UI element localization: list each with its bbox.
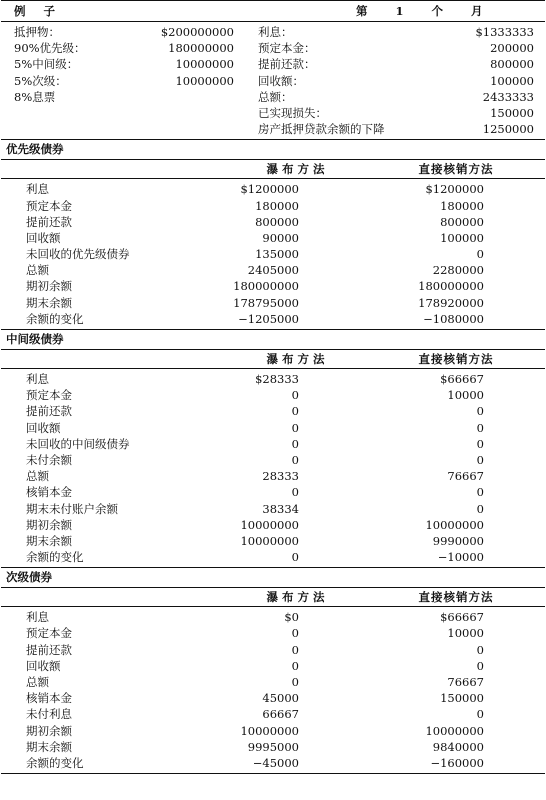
waterfall-value: 10000000 [240, 517, 299, 532]
waterfall-value: 0 [291, 658, 299, 673]
row-label: 提前还款 [26, 642, 72, 657]
example-right-row [240, 121, 546, 137]
row-label: 提前还款 [26, 404, 72, 419]
table-row [0, 181, 546, 197]
waterfall-value: 0 [291, 642, 299, 657]
writedown-value: 10000 [447, 388, 484, 403]
table-row [0, 295, 546, 311]
example-header-right: 第 1 个 月 [356, 4, 495, 18]
table-row [0, 658, 546, 674]
writedown-value: 0 [476, 247, 484, 262]
waterfall-value: 135000 [255, 247, 299, 262]
row-label: 期末余额 [26, 295, 72, 310]
table-row [0, 609, 546, 625]
writedown-value: 76667 [447, 469, 484, 484]
table-row [0, 484, 546, 500]
writedown-value: 0 [476, 707, 484, 722]
table-row [0, 403, 546, 419]
row-label: 余额的变化 [26, 311, 84, 326]
writedown-value: 76667 [447, 675, 484, 689]
row-label: 预定本金 [26, 388, 72, 403]
writedown-value: 2280000 [432, 263, 484, 278]
column-header [0, 588, 546, 606]
table-row [0, 468, 546, 484]
waterfall-value: 0 [291, 485, 299, 500]
writedown-value: 180000000 [418, 279, 484, 294]
section-title-mezzanine: 中间级债券 [6, 332, 64, 346]
table-row [0, 436, 546, 452]
row-label: 未回收的优先级债券 [26, 247, 130, 262]
row-label: 总额 [26, 263, 49, 278]
column-header [0, 350, 546, 368]
example-right-label: 利息： [258, 25, 293, 39]
example-left-value: 10000000 [175, 57, 234, 72]
row-label: 期初余额 [26, 723, 72, 738]
example-right-row [240, 24, 546, 40]
example-header [0, 1, 546, 21]
writedown-value: −1080000 [423, 311, 484, 326]
waterfall-value: 0 [291, 675, 299, 689]
writedown-value: 180000 [440, 198, 484, 213]
row-label: 回收额 [26, 658, 61, 673]
example-right-row [240, 73, 546, 89]
writedown-value: 10000000 [425, 723, 484, 738]
writedown-value: 10000000 [425, 517, 484, 532]
column-header-writedown: 直接核销方法 [418, 352, 494, 366]
row-label: 总额 [26, 675, 49, 689]
section-title-subordinate: 次级债券 [6, 570, 52, 585]
table-row [0, 230, 546, 246]
example-left-value: 180000000 [168, 41, 234, 56]
waterfall-value: 9995000 [247, 739, 299, 754]
example-right-row [240, 40, 546, 56]
example-left-row [0, 89, 240, 105]
example-left-row [0, 40, 240, 56]
row-label: 未回收的中间级债券 [26, 436, 130, 451]
table-row [0, 723, 546, 739]
table-row [0, 674, 546, 690]
row-label: 期末未付账户余额 [26, 501, 118, 516]
writedown-value: $66667 [440, 372, 484, 386]
row-label: 提前还款 [26, 214, 72, 229]
waterfall-value: 0 [291, 626, 299, 641]
row-label: 预定本金 [26, 198, 72, 213]
column-header-waterfall: 瀑布方法 [266, 352, 329, 366]
writedown-value: $66667 [440, 610, 484, 625]
row-label: 回收额 [26, 420, 61, 435]
row-label: 期初余额 [26, 279, 72, 294]
example-right-value: 800000 [490, 57, 534, 72]
example-header-left: 例子 [14, 4, 73, 18]
table-row [0, 706, 546, 722]
column-header-writedown: 直接核销方法 [418, 162, 494, 177]
writedown-value: 0 [476, 642, 484, 657]
waterfall-value: 178795000 [233, 295, 299, 310]
writedown-value: 0 [476, 501, 484, 516]
writedown-value: 0 [476, 485, 484, 500]
column-header-waterfall: 瀑布方法 [266, 162, 329, 177]
table-row [0, 501, 546, 517]
example-left-row [0, 56, 240, 72]
example-right-label: 回收额： [258, 73, 304, 88]
waterfall-value: 28333 [262, 469, 299, 484]
table-row [0, 371, 546, 387]
table-row [0, 625, 546, 641]
waterfall-value: 0 [291, 550, 299, 565]
example-left-label: 90%优先级： [14, 41, 86, 56]
example-left-value [134, 89, 234, 105]
row-label: 利息 [26, 610, 49, 625]
waterfall-value: −1205000 [238, 311, 299, 326]
example-right-value: 150000 [490, 105, 534, 120]
waterfall-value: 45000 [262, 691, 299, 706]
waterfall-value: 10000000 [240, 533, 299, 548]
row-label: 利息 [26, 372, 49, 386]
writedown-value: 178920000 [418, 295, 484, 310]
table-row [0, 246, 546, 262]
section-body-mezzanine [0, 369, 546, 567]
example-left-value: $200000000 [160, 25, 234, 39]
example-right-value: 200000 [490, 41, 534, 56]
waterfall-value: $0 [284, 610, 299, 625]
waterfall-value: 90000 [262, 230, 299, 245]
waterfall-value: 0 [291, 388, 299, 403]
section-body-senior [0, 179, 546, 329]
writedown-value: 0 [476, 404, 484, 419]
row-label: 利息 [26, 182, 49, 197]
writedown-value: 800000 [440, 214, 484, 229]
table-row [0, 533, 546, 549]
waterfall-value: 38334 [262, 501, 299, 516]
bottom-rule [1, 773, 545, 774]
example-right-value: 100000 [490, 73, 534, 88]
example-left-label: 5%中间级： [14, 57, 79, 72]
example-left-row [0, 24, 240, 40]
waterfall-value: 10000000 [240, 723, 299, 738]
row-label: 余额的变化 [26, 755, 84, 770]
example-left-label: 5%次级： [14, 73, 67, 88]
table-row [0, 517, 546, 533]
writedown-value: $1200000 [425, 182, 484, 197]
example-right-label: 已实现损失： [258, 105, 327, 120]
writedown-value: 0 [476, 452, 484, 467]
example-right-label: 预定本金： [258, 41, 316, 56]
waterfall-value: $28333 [255, 372, 299, 386]
table-row [0, 739, 546, 755]
example-right-column [240, 24, 546, 137]
table-row [0, 278, 546, 294]
section-body-subordinate [0, 607, 546, 773]
writedown-value: 0 [476, 658, 484, 673]
writedown-value: −160000 [430, 755, 484, 770]
column-header-waterfall: 瀑布方法 [266, 590, 329, 605]
waterfall-value: 800000 [255, 214, 299, 229]
row-label: 回收额 [26, 230, 61, 245]
table-row [0, 549, 546, 565]
writedown-value: 0 [476, 420, 484, 435]
writedown-value: 150000 [440, 691, 484, 706]
waterfall-value: 180000 [255, 198, 299, 213]
row-label: 预定本金 [26, 626, 72, 641]
waterfall-value: $1200000 [240, 182, 299, 197]
row-label: 期末余额 [26, 739, 72, 754]
column-header [0, 160, 546, 178]
waterfall-value: 2405000 [247, 263, 299, 278]
row-label: 核销本金 [26, 485, 72, 500]
writedown-value: 9840000 [432, 739, 484, 754]
row-label: 核销本金 [26, 691, 72, 706]
table-row [0, 311, 546, 327]
table-row [0, 420, 546, 436]
example-right-label: 房产抵押贷款余额的下降 [258, 122, 385, 137]
waterfall-value: 180000000 [233, 279, 299, 294]
writedown-value: 10000 [447, 626, 484, 641]
writedown-value: 9990000 [432, 533, 484, 548]
table-row [0, 642, 546, 658]
table-row [0, 214, 546, 230]
waterfall-value: 0 [291, 452, 299, 467]
table-row [0, 452, 546, 468]
example-left-value: 10000000 [175, 73, 234, 88]
example-right-value: $1333333 [475, 25, 534, 39]
waterfall-value: 0 [291, 420, 299, 435]
table-row [0, 755, 546, 771]
column-header-writedown: 直接核销方法 [418, 590, 494, 605]
example-right-value: 1250000 [482, 122, 534, 137]
row-label: 期末余额 [26, 533, 72, 548]
row-label: 未付余额 [26, 452, 72, 467]
example-right-label: 提前还款： [258, 57, 316, 72]
row-label: 余额的变化 [26, 550, 84, 565]
example-block [0, 22, 546, 139]
writedown-value: 100000 [440, 230, 484, 245]
waterfall-value: 0 [291, 404, 299, 419]
example-right-label: 总额： [258, 89, 293, 104]
table-row [0, 690, 546, 706]
table-row [0, 262, 546, 278]
waterfall-value: 0 [291, 436, 299, 451]
row-label: 期初余额 [26, 517, 72, 532]
example-left-column [0, 24, 240, 137]
section-title-senior: 优先级债券 [6, 142, 64, 157]
waterfall-value: −45000 [252, 755, 299, 770]
table-row [0, 387, 546, 403]
example-left-row [0, 73, 240, 89]
table-row [0, 198, 546, 214]
writedown-value: −10000 [437, 550, 484, 565]
example-right-row [240, 105, 546, 121]
row-label: 未付利息 [26, 707, 72, 722]
example-right-value: 2433333 [482, 89, 534, 104]
row-label: 总额 [26, 469, 49, 484]
waterfall-value: 66667 [262, 707, 299, 722]
example-left-label: 抵押物： [14, 25, 60, 39]
example-right-row [240, 89, 546, 105]
writedown-value: 0 [476, 436, 484, 451]
example-right-row [240, 56, 546, 72]
example-left-label: 8%息票 [14, 89, 56, 104]
